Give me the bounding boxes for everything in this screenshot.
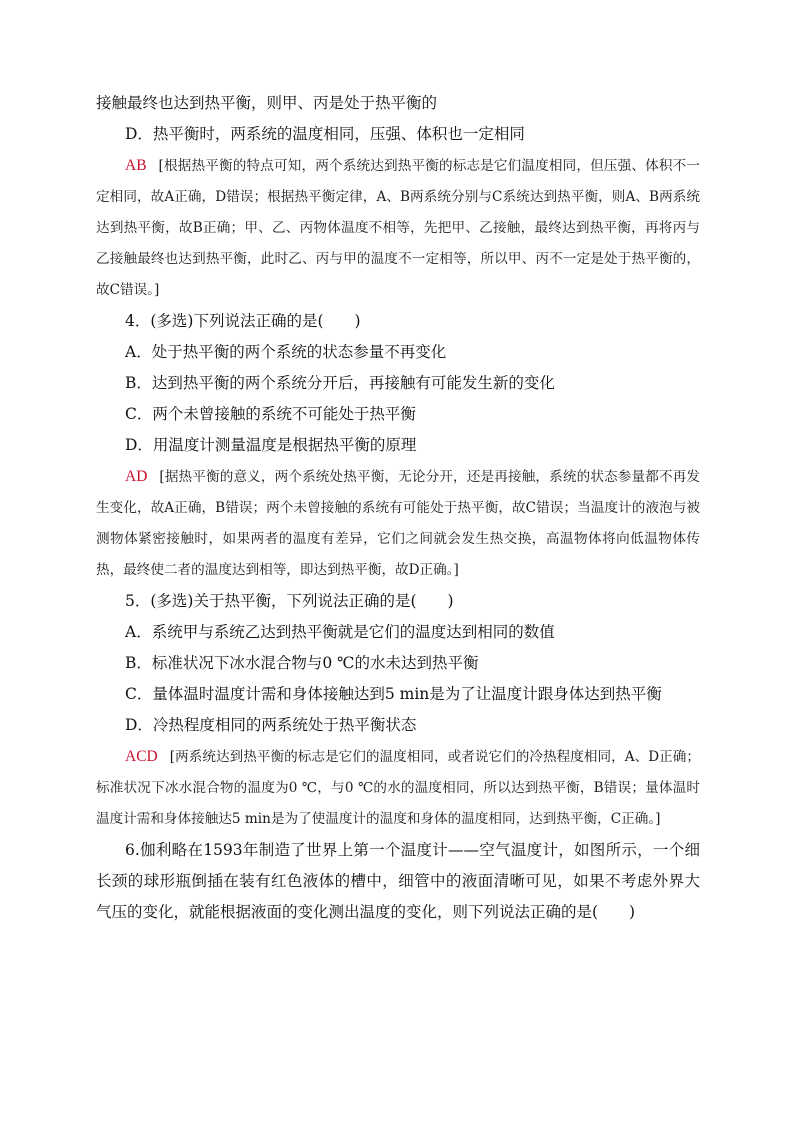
- q3-option-d: D．热平衡时，两系统的温度相同，压强、体积也一定相同: [125, 125, 525, 143]
- q5-option-d: D．冷热程度相同的两系统处于热平衡状态: [125, 716, 417, 734]
- q5-option-c: C．量体温时温度计需和身体接触达到5 min是为了让温度计跟身体达到热平衡: [125, 685, 662, 703]
- q5-stem: 5．(多选)关于热平衡，下列说法正确的是( ): [125, 592, 454, 610]
- q4-option-d: D．用温度计测量温度是根据热平衡的原理: [125, 436, 417, 454]
- q3-answer: [96, 150, 700, 306]
- question-3-tail: [96, 88, 700, 306]
- question-5: [96, 586, 700, 835]
- q4-answer-key: AD: [125, 468, 148, 485]
- q4-option-c: C．两个未曾接触的系统不可能处于热平衡: [125, 405, 416, 423]
- q3-option-c-continuation: 接触最终也达到热平衡，则甲、丙是处于热平衡的: [96, 94, 438, 112]
- q4-answer: [96, 461, 700, 586]
- q6-stem: 6.伽利略在1593年制造了世界上第一个温度计——空气温度计，如图所示，一个细长颈的球形瓶倒插在装有红色液体的槽中，细管中的液面清晰可见，如果不考虑外界大气压的变化，就能根据液面的变化测出温度的变化，则下列说法正确的是( ): [96, 841, 700, 921]
- q4-option-a: A．处于热平衡的两个系统的状态参量不再变化: [125, 343, 447, 361]
- question-6: [96, 835, 700, 928]
- q5-answer-key: ACD: [125, 748, 158, 765]
- q5-option-b: B．标准状况下冰水混合物与0 ℃的水未达到热平衡: [125, 654, 479, 672]
- q5-option-a: A．系统甲与系统乙达到热平衡就是它们的温度达到相同的数值: [125, 623, 555, 641]
- q4-stem: 4．(多选)下列说法正确的是( ): [125, 312, 361, 330]
- q3-answer-key: AB: [125, 157, 147, 174]
- q4-explanation: [据热平衡的意义，两个系统处热平衡，无论分开，还是再接触，系统的状态参量都不再发生变化，故A正确，B错误；两个未曾接触的系统有可能处于热平衡，故C错误；当温度计的液泡与被测物体紧密接触时，如果两者的温度有差异，它们之间就会发生热交换，高温物体将向低温物体传热，最终使二者的温度达到相等，即达到热平衡，故D正确。]: [96, 469, 700, 578]
- document-page: [96, 88, 700, 928]
- q5-explanation: [两系统达到热平衡的标志是它们的温度相同，或者说它们的冷热程度相同，A、D正确；标准状况下冰水混合物的温度为0 ℃，与0 ℃的水的温度相同，所以达到热平衡，B错误；量体温时温度计需和身体接触达5 min是为了使温度计的温度和身体的温度相同，达到热平衡，C正确。]: [96, 749, 700, 827]
- question-4: [96, 306, 700, 586]
- q5-answer: [96, 741, 700, 835]
- q4-option-b: B．达到热平衡的两个系统分开后，再接触有可能发生新的变化: [125, 374, 555, 392]
- q3-explanation: [根据热平衡的特点可知，两个系统达到热平衡的标志是它们温度相同，但压强、体积不一定相同，故A正确，D错误；根据热平衡定律，A、B两系统分别与C系统达到热平衡，则A、B两系统达到热平衡，故B正确；甲、乙、丙物体温度不相等，先把甲、乙接触，最终达到热平衡，再将丙与乙接触最终也达到热平衡，此时乙、丙与甲的温度不一定相等，所以甲、丙不一定是处于热平衡的，故C错误。]: [96, 158, 700, 298]
